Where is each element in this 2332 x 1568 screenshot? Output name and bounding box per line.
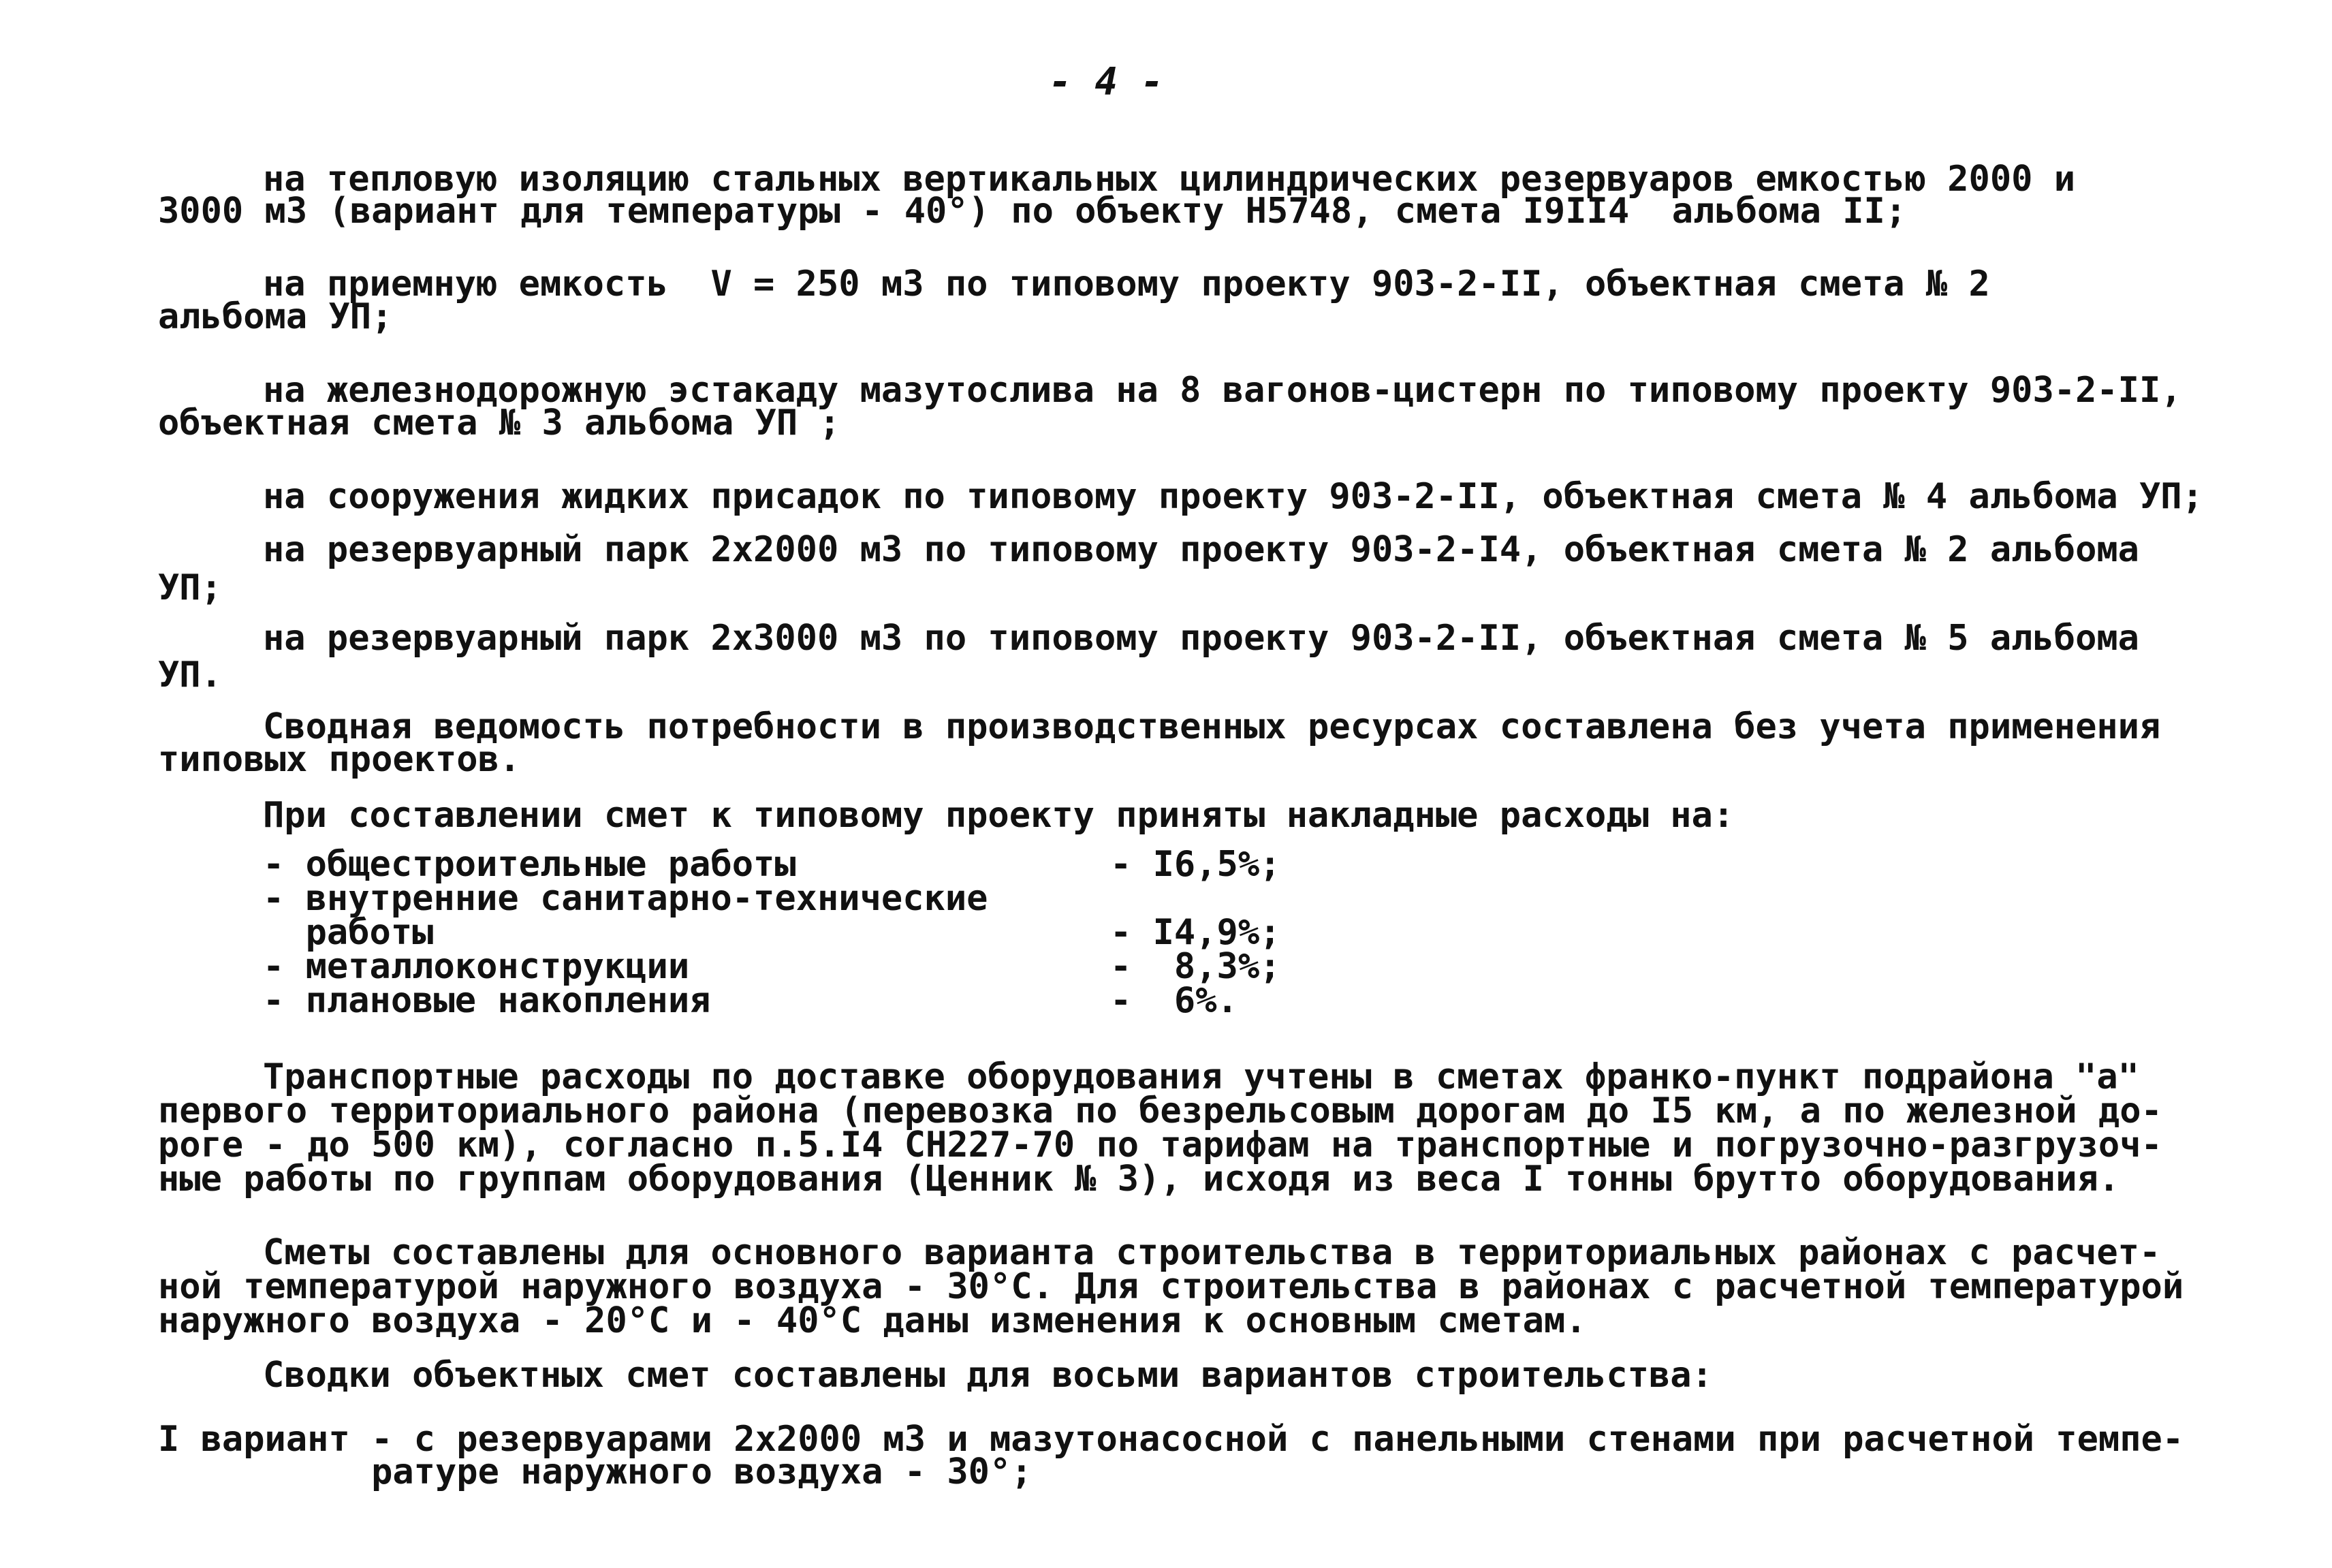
text-line: УП. bbox=[158, 655, 222, 695]
overhead-value: - I6,5%; bbox=[1110, 844, 1281, 885]
text-line: ные работы по группам оборудования (Ценник № 3), исходя из веса I тонны брутто оборудования. bbox=[158, 1159, 2120, 1199]
overhead-value: - 8,3%; bbox=[1110, 946, 1281, 987]
text-line: на приемную емкость V = 250 м3 по типовому проекту 903-2-II, объектная смета № 2 bbox=[263, 264, 1990, 304]
text-line: I вариант - с резервуарами 2х2000 м3 и мазутонасосной с панельными стенами при расчетной темпе- bbox=[158, 1419, 2184, 1460]
text-line: УП; bbox=[158, 567, 222, 608]
overhead-label: - металлоконструкции bbox=[263, 946, 690, 987]
text-line: Сводки объектных смет составлены для восьми вариантов строительства: bbox=[263, 1355, 1713, 1396]
page-number: - 4 - bbox=[1049, 60, 1164, 104]
overhead-label: - общестроительные работы bbox=[263, 844, 796, 885]
text-line: При составлении смет к типовому проекту приняты накладные расходы на: bbox=[263, 795, 1735, 836]
text-line: ной температурой наружного воздуха - 30°С. Для строительства в районах с расчетной температурой bbox=[158, 1266, 2184, 1307]
text-line: Транспортные расходы по доставке оборудования учтены в сметах франко-пункт подрайона "а" bbox=[263, 1056, 2139, 1097]
text-line: роге - до 500 км), согласно п.5.I4 СН227-70 по тарифам на транспортные и погрузочно-разгрузоч- bbox=[158, 1125, 2162, 1165]
text-line: на сооружения жидких присадок по типовому проекту 903-2-II, объектная смета № 4 альбома УП; bbox=[263, 476, 2203, 517]
text-line: 3000 м3 (вариант для температуры - 40°) по объекту Н5748, смета I9II4 альбома II; bbox=[158, 191, 1907, 232]
text-line: на железнодорожную эстакаду мазутослива на 8 вагонов-цистерн по типовому проекту 903-2-II, bbox=[263, 370, 2182, 411]
text-line: на резервуарный парк 2х2000 м3 по типовому проекту 903-2-I4, объектная смета № 2 альбома bbox=[263, 529, 2139, 570]
text-line: типовых проектов. bbox=[158, 739, 521, 780]
text-line: наружного воздуха - 20°С и - 40°С даны изменения к основным сметам. bbox=[158, 1300, 1587, 1341]
overhead-label: - плановые накопления bbox=[263, 980, 711, 1021]
text-line: Сводная ведомость потребности в производственных ресурсах составлена без учета применения bbox=[263, 706, 2161, 747]
text-line: альбома УП; bbox=[158, 296, 393, 337]
overhead-label: работы bbox=[263, 912, 434, 953]
text-line: объектная смета № 3 альбома УП ; bbox=[158, 403, 840, 443]
overhead-label: - внутренние санитарно-технические bbox=[263, 878, 988, 919]
text-line: на тепловую изоляцию стальных вертикальных цилиндрических резервуаров емкостью 2000 и bbox=[263, 159, 2076, 200]
text-line: Сметы составлены для основного варианта строительства в территориальных районах с расчет- bbox=[263, 1232, 2161, 1273]
text-line: первого территориального района (перевозка по безрельсовым дорогам до I5 км, а по железной до- bbox=[158, 1091, 2162, 1131]
text-line: ратуре наружного воздуха - 30°; bbox=[158, 1452, 1033, 1492]
text-line: на резервуарный парк 2х3000 м3 по типовому проекту 903-2-II, объектная смета № 5 альбома bbox=[263, 618, 2139, 659]
overhead-value: - 6%. bbox=[1110, 980, 1238, 1021]
overhead-value: - I4,9%; bbox=[1110, 912, 1281, 953]
